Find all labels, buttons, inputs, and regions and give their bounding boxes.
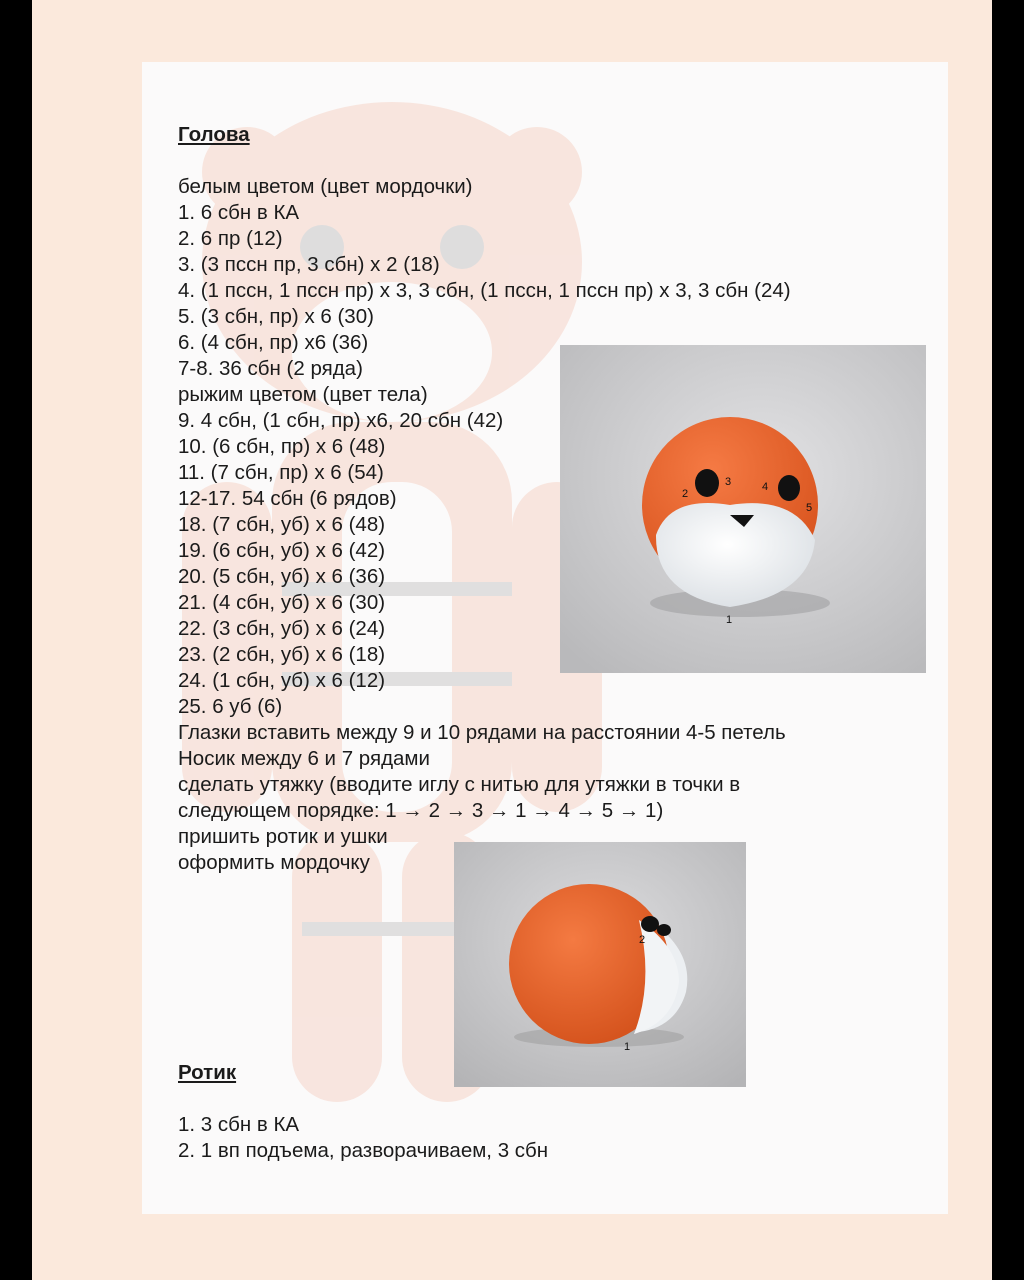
head-instruction-line: 12-17. 54 сбн (6 рядов) <box>178 487 397 510</box>
marker-1: 1 <box>726 614 733 626</box>
head-instruction-line: 7-8. 36 сбн (2 ряда) <box>178 357 363 380</box>
photo-head-front <box>560 345 926 673</box>
head-instruction-line: 5. (3 сбн, пр) х 6 (30) <box>178 305 374 328</box>
head-instruction-line: Глазки вставить между 9 и 10 рядами на расстоянии 4-5 петель <box>178 721 786 744</box>
head-instruction-line: 10. (6 сбн, пр) х 6 (48) <box>178 435 386 458</box>
mouth-instruction-line: 2. 1 вп подъема, разворачиваем, 3 сбн <box>178 1139 549 1162</box>
head-instruction-line: белым цветом (цвет мордочки) <box>178 175 473 198</box>
pattern-sheet <box>142 62 948 1214</box>
head-instruction-line: 4. (1 пссн, 1 пссн пр) х 3, 3 сбн, (1 пссн, 1 пссн пр) х 3, 3 сбн (24) <box>178 279 791 302</box>
head-front-illustration <box>560 345 926 673</box>
marker-4: 4 <box>762 481 769 493</box>
head-instruction-line: оформить мордочку <box>178 851 370 874</box>
head-instruction-line: 9. 4 сбн, (1 сбн, пр) х6, 20 сбн (42) <box>178 409 504 432</box>
head-instruction-line: 20. (5 сбн, уб) х 6 (36) <box>178 565 386 588</box>
section-title-head: Голова <box>178 123 250 146</box>
head-side-illustration <box>454 842 746 1087</box>
page-frame <box>32 0 992 1280</box>
head-instruction-line: 25. 6 уб (6) <box>178 695 283 718</box>
head-instruction-line: 11. (7 сбн, пр) х 6 (54) <box>178 461 384 484</box>
head-instruction-line: 23. (2 сбн, уб) х 6 (18) <box>178 643 386 666</box>
head-instruction-line: 19. (6 сбн, уб) х 6 (42) <box>178 539 386 562</box>
head-instruction-line: Носик между 6 и 7 рядами <box>178 747 430 770</box>
head-instruction-line: 6. (4 сбн, пр) х6 (36) <box>178 331 369 354</box>
head-instruction-line: пришить ротик и ушки <box>178 825 388 848</box>
marker-3: 3 <box>725 476 732 488</box>
marker-5: 5 <box>806 502 813 514</box>
head-instruction-line: рыжим цветом (цвет тела) <box>178 383 428 406</box>
head-instruction-line: 1. 6 сбн в КА <box>178 201 300 224</box>
photo-head-side <box>454 842 746 1087</box>
marker-2: 2 <box>682 488 689 500</box>
marker-1-side: 1 <box>624 1041 631 1053</box>
head-instruction-line: 3. (3 пссн пр, 3 сбн) х 2 (18) <box>178 253 440 276</box>
marker-2-side: 2 <box>639 934 646 946</box>
head-instruction-line: 22. (3 сбн, уб) х 6 (24) <box>178 617 386 640</box>
head-instruction-line: сделать утяжку (вводите иглу с нитью для утяжки в точки в <box>178 773 741 796</box>
head-instruction-line: 18. (7 сбн, уб) х 6 (48) <box>178 513 386 536</box>
section-title-mouth: Ротик <box>178 1061 237 1084</box>
head-instruction-line: 24. (1 сбн, уб) х 6 (12) <box>178 669 386 692</box>
head-instruction-line: следующем порядке: 1 → 2 → 3 → 1 → 4 → 5 → 1) <box>178 799 664 822</box>
head-instruction-line: 21. (4 сбн, уб) х 6 (30) <box>178 591 386 614</box>
mouth-instruction-line: 1. 3 сбн в КА <box>178 1113 300 1136</box>
mouth-instructions <box>178 1112 938 1164</box>
head-instruction-line: 2. 6 пр (12) <box>178 227 283 250</box>
